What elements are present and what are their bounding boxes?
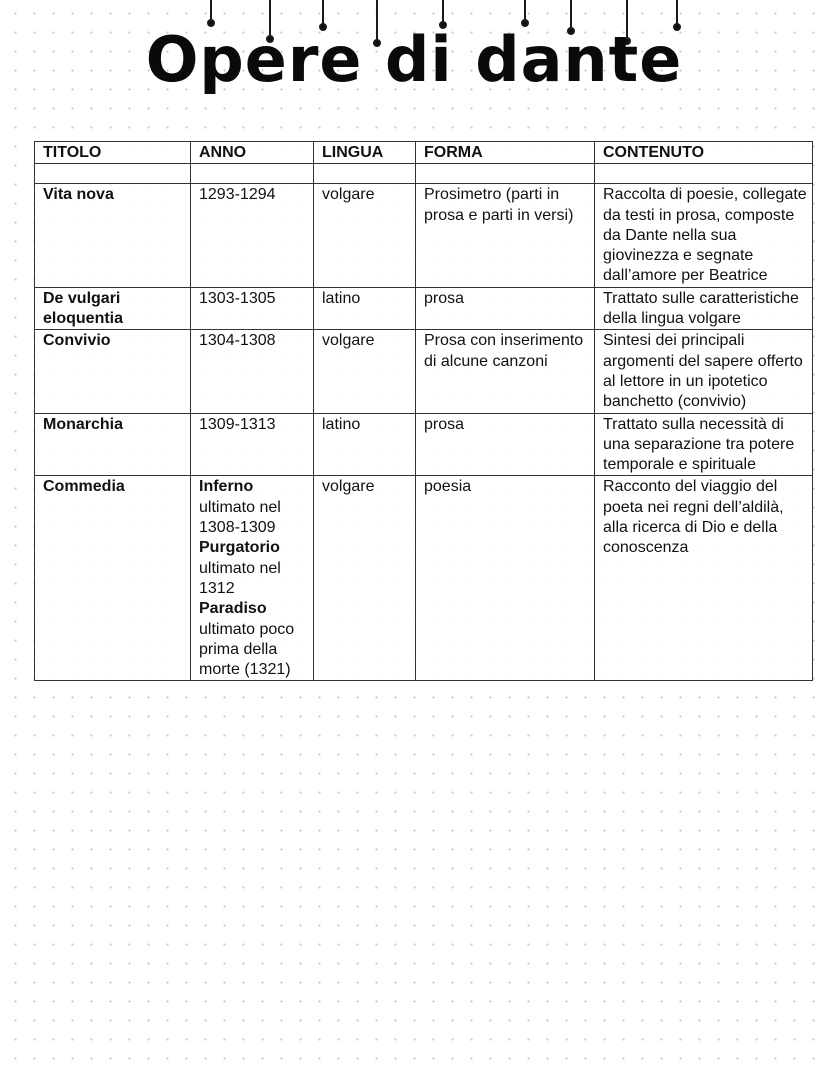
title-banner xyxy=(0,0,828,120)
cell-contenuto: Trattato sulla necessità di una separazione tra potere temporale e spirituale xyxy=(595,413,813,476)
table-row xyxy=(35,287,813,330)
commedia-part-note: ultimato nel 1312 xyxy=(199,559,281,597)
empty-cell xyxy=(191,164,314,184)
cell-titolo: Commedia xyxy=(35,476,191,681)
cell-titolo: Monarchia xyxy=(35,413,191,476)
header-forma: FORMA xyxy=(416,142,595,164)
empty-cell xyxy=(416,164,595,184)
cell-forma: Prosimetro (parti in prosa e parti in versi) xyxy=(416,184,595,287)
spacer-row xyxy=(35,164,813,184)
empty-cell xyxy=(314,164,416,184)
commedia-part-name: Paradiso xyxy=(199,600,267,618)
cell-lingua: latino xyxy=(314,287,416,330)
header-anno: ANNO xyxy=(191,142,314,164)
cell-contenuto: Raccolta di poesie, collegate da testi in prosa, composte da Dante nella sua giovinezza e segnate dall’amore per Beatrice xyxy=(595,184,813,287)
commedia-part-note: ultimato poco prima della morte (1321) xyxy=(199,620,295,679)
cell-lingua: latino xyxy=(314,413,416,476)
cell-anno: 1303-1305 xyxy=(191,287,314,330)
header-lingua: LINGUA xyxy=(314,142,416,164)
table-row xyxy=(35,476,813,681)
cell-contenuto: Trattato sulle caratteristiche della lingua volgare xyxy=(595,287,813,330)
cell-titolo: De vulgari eloquentia xyxy=(35,287,191,330)
empty-cell xyxy=(35,164,191,184)
cell-anno: 1293-1294 xyxy=(191,184,314,287)
cell-anno-parts xyxy=(191,476,314,681)
page-title: Opere di dante xyxy=(145,23,683,96)
dante-works-table xyxy=(34,141,813,681)
header-titolo: TITOLO xyxy=(35,142,191,164)
cell-contenuto: Sintesi dei principali argomenti del sapere offerto al lettore in un ipotetico banchetto (convivio) xyxy=(595,330,813,413)
table-row xyxy=(35,413,813,476)
commedia-part-name: Purgatorio xyxy=(199,539,280,557)
commedia-part-note: ultimato nel 1308-1309 xyxy=(199,498,281,537)
cell-anno: 1304-1308 xyxy=(191,330,314,413)
cell-anno: 1309-1313 xyxy=(191,413,314,476)
table-header-row xyxy=(35,142,813,164)
cell-titolo: Vita nova xyxy=(35,184,191,287)
cell-contenuto: Racconto del viaggio del poeta nei regni dell’aldilà, alla ricerca di Dio e della conoscenza xyxy=(595,476,813,681)
cell-forma: poesia xyxy=(416,476,595,681)
cell-titolo: Convivio xyxy=(35,330,191,413)
cell-forma: prosa xyxy=(416,287,595,330)
cell-lingua: volgare xyxy=(314,476,416,681)
commedia-part-name: Inferno xyxy=(199,478,254,496)
cell-forma: prosa xyxy=(416,413,595,476)
table-row xyxy=(35,330,813,413)
cell-lingua: volgare xyxy=(314,330,416,413)
cell-forma: Prosa con inserimento di alcune canzoni xyxy=(416,330,595,413)
header-contenuto: CONTENUTO xyxy=(595,142,813,164)
cell-lingua: volgare xyxy=(314,184,416,287)
table-row xyxy=(35,184,813,287)
empty-cell xyxy=(595,164,813,184)
